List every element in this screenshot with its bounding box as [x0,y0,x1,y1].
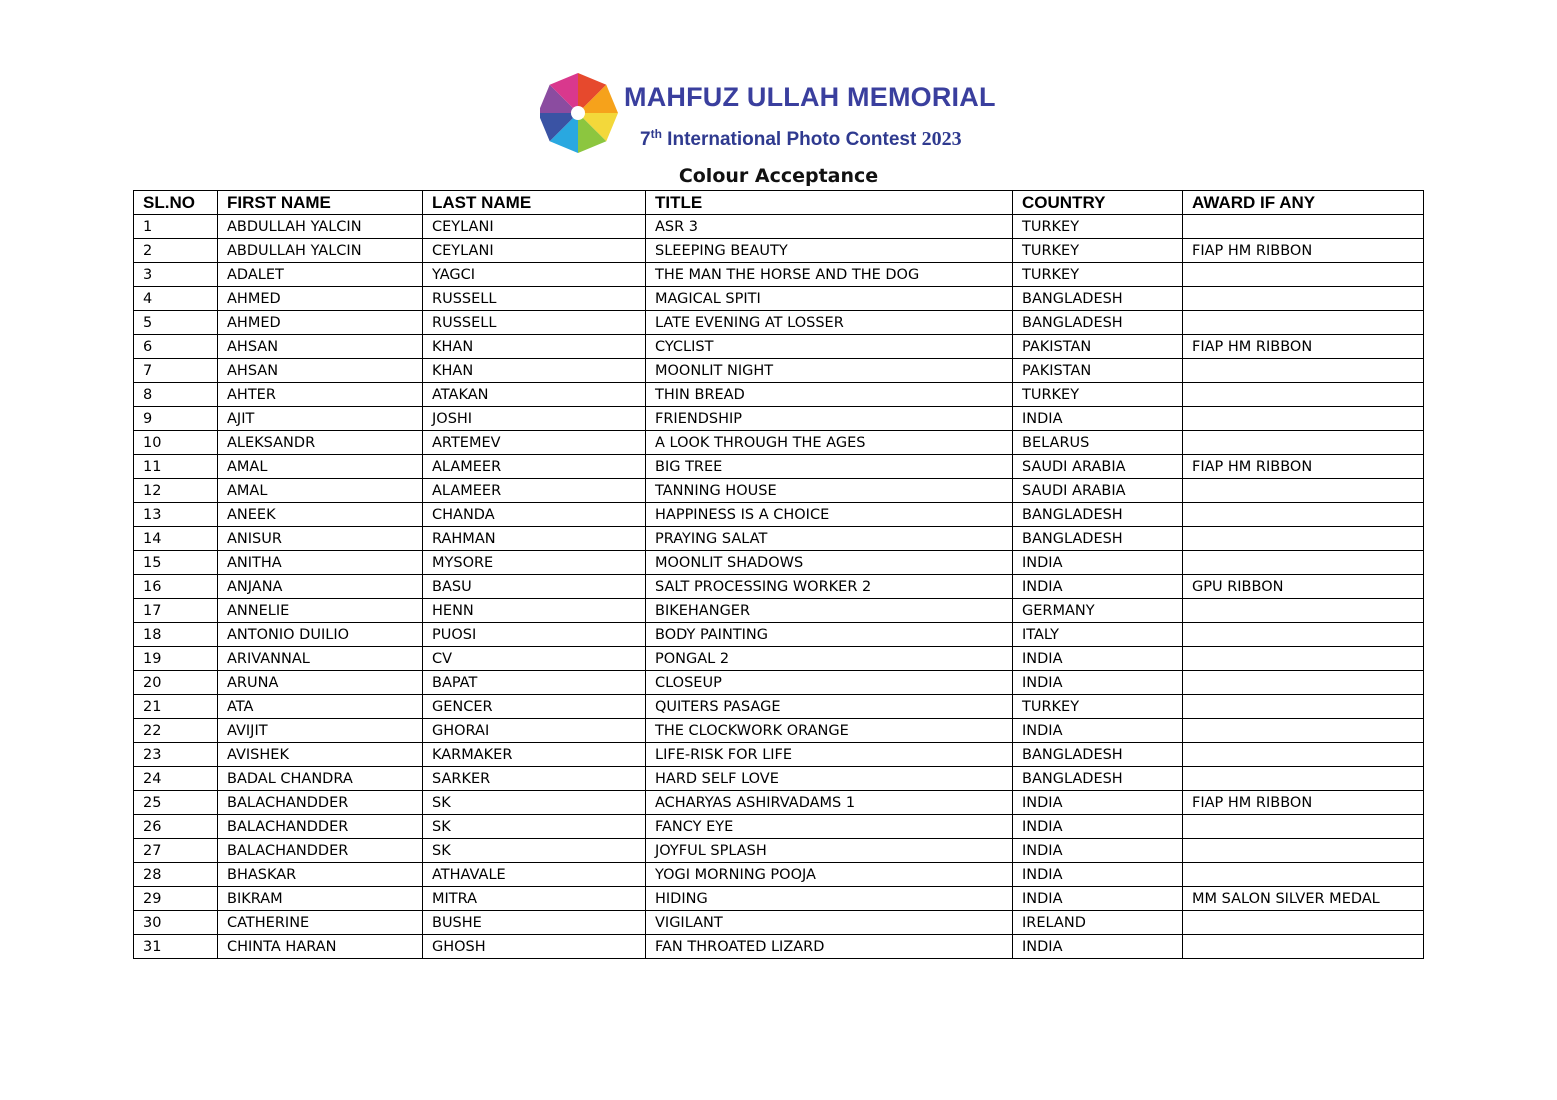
cell-title: CLOSEUP [646,671,1013,695]
cell-last-name: CHANDA [423,503,646,527]
cell-country: BANGLADESH [1013,311,1183,335]
cell-award: GPU RIBBON [1183,575,1424,599]
cell-first-name: AVISHEK [218,743,423,767]
table-row [134,815,1424,839]
column-header: AWARD IF ANY [1183,191,1424,215]
cell-title: MAGICAL SPITI [646,287,1013,311]
cell-first-name: CHINTA HARAN [218,935,423,959]
column-header: FIRST NAME [218,191,423,215]
table-row [134,599,1424,623]
cell-country: INDIA [1013,863,1183,887]
cell-sl-no: 27 [134,839,218,863]
table-row [134,383,1424,407]
cell-last-name: MYSORE [423,551,646,575]
cell-first-name: AHTER [218,383,423,407]
cell-country: INDIA [1013,575,1183,599]
cell-sl-no: 7 [134,359,218,383]
cell-award [1183,383,1424,407]
cell-first-name: AHMED [218,287,423,311]
cell-title: QUITERS PASAGE [646,695,1013,719]
cell-country: INDIA [1013,671,1183,695]
cell-sl-no: 11 [134,455,218,479]
table-row [134,335,1424,359]
cell-award [1183,719,1424,743]
cell-sl-no: 17 [134,599,218,623]
cell-country: TURKEY [1013,695,1183,719]
cell-last-name: BUSHE [423,911,646,935]
cell-sl-no: 28 [134,863,218,887]
cell-first-name: ANISUR [218,527,423,551]
cell-last-name: KHAN [423,335,646,359]
table-row [134,407,1424,431]
cell-first-name: BALACHANDDER [218,791,423,815]
table-row [134,911,1424,935]
cell-country: INDIA [1013,887,1183,911]
table-row [134,551,1424,575]
cell-sl-no: 12 [134,479,218,503]
acceptance-table [133,190,1424,959]
cell-last-name: ALAMEER [423,455,646,479]
cell-sl-no: 29 [134,887,218,911]
table-row [134,479,1424,503]
cell-last-name: SK [423,791,646,815]
cell-award: FIAP HM RIBBON [1183,791,1424,815]
cell-award: MM SALON SILVER MEDAL [1183,887,1424,911]
cell-last-name: SK [423,839,646,863]
cell-country: INDIA [1013,551,1183,575]
cell-first-name: AVIJIT [218,719,423,743]
table-row [134,791,1424,815]
table-row [134,743,1424,767]
table-row [134,263,1424,287]
cell-award [1183,839,1424,863]
cell-award [1183,935,1424,959]
cell-award [1183,671,1424,695]
table-row [134,671,1424,695]
table-header-row [134,191,1424,215]
cell-sl-no: 23 [134,743,218,767]
column-header: TITLE [646,191,1013,215]
cell-award [1183,695,1424,719]
cell-title: BIKEHANGER [646,599,1013,623]
cell-award [1183,359,1424,383]
cell-award [1183,311,1424,335]
cell-award [1183,287,1424,311]
cell-sl-no: 24 [134,767,218,791]
cell-sl-no: 2 [134,239,218,263]
cell-last-name: ARTEMEV [423,431,646,455]
cell-country: TURKEY [1013,383,1183,407]
table-row [134,623,1424,647]
cell-first-name: AHSAN [218,359,423,383]
table-row [134,455,1424,479]
cell-first-name: AMAL [218,455,423,479]
cell-title: HARD SELF LOVE [646,767,1013,791]
cell-sl-no: 13 [134,503,218,527]
cell-country: BANGLADESH [1013,503,1183,527]
cell-title: SALT PROCESSING WORKER 2 [646,575,1013,599]
table-body [134,215,1424,959]
cell-country: BANGLADESH [1013,767,1183,791]
cell-first-name: ARIVANNAL [218,647,423,671]
cell-title: HAPPINESS IS A CHOICE [646,503,1013,527]
cell-first-name: BALACHANDDER [218,839,423,863]
cell-last-name: BAPAT [423,671,646,695]
cell-first-name: ATA [218,695,423,719]
table-row [134,839,1424,863]
table-row [134,935,1424,959]
cell-country: INDIA [1013,407,1183,431]
cell-last-name: JOSHI [423,407,646,431]
cell-award [1183,551,1424,575]
cell-country: INDIA [1013,719,1183,743]
cell-sl-no: 4 [134,287,218,311]
table-row [134,527,1424,551]
table-row [134,239,1424,263]
cell-last-name: ATHAVALE [423,863,646,887]
cell-sl-no: 25 [134,791,218,815]
brand-title: MAHFUZ ULLAH MEMORIAL [624,82,996,112]
cell-title: LATE EVENING AT LOSSER [646,311,1013,335]
cell-first-name: ANJANA [218,575,423,599]
cell-award [1183,527,1424,551]
cell-last-name: PUOSI [423,623,646,647]
cell-last-name: YAGCI [423,263,646,287]
cell-title: LIFE-RISK FOR LIFE [646,743,1013,767]
cell-first-name: BIKRAM [218,887,423,911]
cell-country: PAKISTAN [1013,335,1183,359]
cell-sl-no: 16 [134,575,218,599]
cell-award [1183,743,1424,767]
cell-last-name: RAHMAN [423,527,646,551]
subtitle-year: 2023 [921,128,962,150]
cell-first-name: AHSAN [218,335,423,359]
cell-first-name: CATHERINE [218,911,423,935]
table-row [134,503,1424,527]
cell-award: FIAP HM RIBBON [1183,455,1424,479]
cell-title: ACHARYAS ASHIRVADAMS 1 [646,791,1013,815]
cell-title: BODY PAINTING [646,623,1013,647]
cell-last-name: HENN [423,599,646,623]
cell-first-name: AJIT [218,407,423,431]
cell-sl-no: 8 [134,383,218,407]
cell-first-name: AHMED [218,311,423,335]
cell-last-name: GENCER [423,695,646,719]
cell-award [1183,815,1424,839]
cell-title: ASR 3 [646,215,1013,239]
cell-award [1183,767,1424,791]
cell-award: FIAP HM RIBBON [1183,239,1424,263]
cell-award [1183,503,1424,527]
cell-country: INDIA [1013,839,1183,863]
cell-last-name: CEYLANI [423,239,646,263]
column-header: COUNTRY [1013,191,1183,215]
cell-sl-no: 20 [134,671,218,695]
cell-sl-no: 18 [134,623,218,647]
cell-award [1183,863,1424,887]
cell-title: THIN BREAD [646,383,1013,407]
cell-title: FRIENDSHIP [646,407,1013,431]
table-row [134,215,1424,239]
cell-last-name: KHAN [423,359,646,383]
cell-title: SLEEPING BEAUTY [646,239,1013,263]
cell-last-name: GHOSH [423,935,646,959]
table-row [134,431,1424,455]
cell-last-name: CEYLANI [423,215,646,239]
cell-first-name: ABDULLAH YALCIN [218,239,423,263]
cell-award [1183,623,1424,647]
cell-first-name: ANITHA [218,551,423,575]
cell-title: A LOOK THROUGH THE AGES [646,431,1013,455]
cell-first-name: ARUNA [218,671,423,695]
cell-sl-no: 30 [134,911,218,935]
cell-sl-no: 14 [134,527,218,551]
cell-country: INDIA [1013,791,1183,815]
cell-last-name: ATAKAN [423,383,646,407]
cell-country: INDIA [1013,935,1183,959]
cell-country: TURKEY [1013,215,1183,239]
cell-title: VIGILANT [646,911,1013,935]
camera-aperture-logo-icon [540,68,620,158]
cell-first-name: ANEEK [218,503,423,527]
cell-last-name: RUSSELL [423,287,646,311]
cell-country: BANGLADESH [1013,527,1183,551]
contest-subtitle [640,127,962,151]
cell-last-name: GHORAI [423,719,646,743]
cell-sl-no: 9 [134,407,218,431]
cell-title: HIDING [646,887,1013,911]
cell-sl-no: 1 [134,215,218,239]
cell-first-name: BADAL CHANDRA [218,767,423,791]
table-row [134,863,1424,887]
cell-first-name: BHASKAR [218,863,423,887]
table-row [134,719,1424,743]
cell-country: TURKEY [1013,263,1183,287]
cell-country: TURKEY [1013,239,1183,263]
cell-sl-no: 21 [134,695,218,719]
cell-country: PAKISTAN [1013,359,1183,383]
cell-last-name: CV [423,647,646,671]
cell-award [1183,647,1424,671]
cell-first-name: ANTONIO DUILIO [218,623,423,647]
cell-sl-no: 19 [134,647,218,671]
cell-first-name: ABDULLAH YALCIN [218,215,423,239]
cell-title: JOYFUL SPLASH [646,839,1013,863]
cell-country: BANGLADESH [1013,287,1183,311]
cell-title: MOONLIT SHADOWS [646,551,1013,575]
cell-award [1183,263,1424,287]
cell-sl-no: 3 [134,263,218,287]
table-row [134,359,1424,383]
cell-title: YOGI MORNING POOJA [646,863,1013,887]
table-row [134,287,1424,311]
cell-last-name: ALAMEER [423,479,646,503]
cell-first-name: ALEKSANDR [218,431,423,455]
table-row [134,575,1424,599]
cell-last-name: KARMAKER [423,743,646,767]
cell-title: TANNING HOUSE [646,479,1013,503]
cell-award [1183,911,1424,935]
cell-country: BANGLADESH [1013,743,1183,767]
cell-country: SAUDI ARABIA [1013,455,1183,479]
cell-last-name: SK [423,815,646,839]
contest-header [540,66,1020,162]
cell-country: INDIA [1013,647,1183,671]
cell-award [1183,215,1424,239]
cell-award: FIAP HM RIBBON [1183,335,1424,359]
cell-award [1183,599,1424,623]
column-header: SL.NO [134,191,218,215]
table-row [134,887,1424,911]
cell-first-name: ADALET [218,263,423,287]
cell-title: CYCLIST [646,335,1013,359]
cell-title: PONGAL 2 [646,647,1013,671]
cell-sl-no: 26 [134,815,218,839]
cell-first-name: AMAL [218,479,423,503]
cell-last-name: MITRA [423,887,646,911]
table-row [134,767,1424,791]
cell-title: BIG TREE [646,455,1013,479]
cell-award [1183,407,1424,431]
cell-title: FANCY EYE [646,815,1013,839]
cell-first-name: ANNELIE [218,599,423,623]
cell-sl-no: 31 [134,935,218,959]
cell-country: IRELAND [1013,911,1183,935]
cell-title: PRAYING SALAT [646,527,1013,551]
cell-award [1183,479,1424,503]
cell-country: ITALY [1013,623,1183,647]
cell-first-name: BALACHANDDER [218,815,423,839]
cell-country: GERMANY [1013,599,1183,623]
table-row [134,311,1424,335]
cell-title: THE MAN THE HORSE AND THE DOG [646,263,1013,287]
cell-sl-no: 22 [134,719,218,743]
subtitle-ordinal: 7 [640,129,651,150]
cell-sl-no: 15 [134,551,218,575]
cell-country: BELARUS [1013,431,1183,455]
cell-country: INDIA [1013,815,1183,839]
cell-sl-no: 6 [134,335,218,359]
subtitle-ordinal-suffix: th [650,127,662,141]
cell-sl-no: 10 [134,431,218,455]
cell-sl-no: 5 [134,311,218,335]
column-header: LAST NAME [423,191,646,215]
cell-title: THE CLOCKWORK ORANGE [646,719,1013,743]
cell-award [1183,431,1424,455]
section-title: Colour Acceptance [678,165,879,187]
subtitle-text: International Photo Contest [661,129,922,150]
cell-last-name: RUSSELL [423,311,646,335]
cell-country: SAUDI ARABIA [1013,479,1183,503]
cell-title: MOONLIT NIGHT [646,359,1013,383]
table-row [134,695,1424,719]
cell-last-name: BASU [423,575,646,599]
table-row [134,647,1424,671]
cell-title: FAN THROATED LIZARD [646,935,1013,959]
cell-last-name: SARKER [423,767,646,791]
